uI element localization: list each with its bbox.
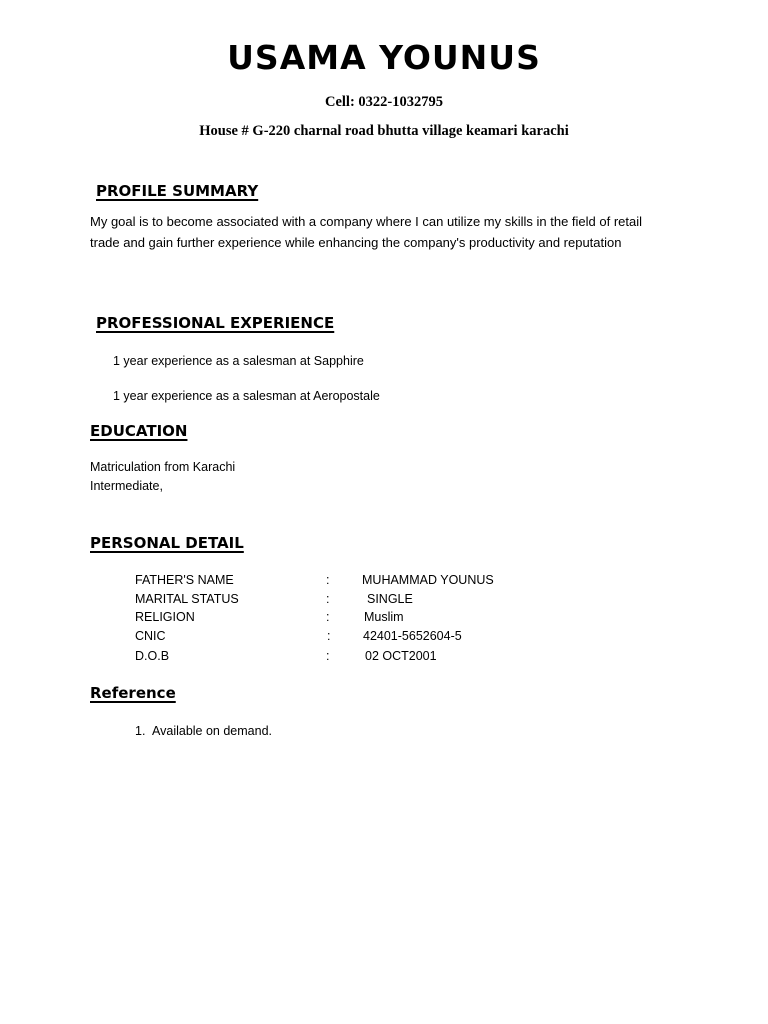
profile-summary-heading: PROFILE SUMMARY [96, 182, 259, 200]
education-item: Intermediate, [90, 479, 163, 493]
education-item: Matriculation from Karachi [90, 460, 236, 474]
detail-separator: : [326, 649, 330, 663]
experience-heading: PROFESSIONAL EXPERIENCE [96, 314, 335, 332]
reference-heading: Reference [90, 684, 176, 702]
personal-detail-heading: PERSONAL DETAIL [90, 534, 244, 552]
experience-item: 1 year experience as a salesman at Aeropostale [113, 389, 380, 403]
experience-item: 1 year experience as a salesman at Sapphire [113, 354, 364, 368]
detail-label-marital-status: MARITAL STATUS [135, 592, 239, 606]
profile-summary-text: My goal is to become associated with a company where I can utilize my skills in the field of retail trade and gain further experience while enhancing the company's productivity and reputation [90, 214, 643, 250]
detail-value-religion: Muslim [364, 610, 404, 624]
detail-value-dob: 02 OCT2001 [365, 649, 437, 663]
detail-value-fathers-name: MUHAMMAD YOUNUS [362, 573, 494, 587]
detail-separator: : [326, 610, 330, 624]
detail-label-fathers-name: FATHER'S NAME [135, 573, 234, 587]
detail-label-dob: D.O.B [135, 649, 170, 663]
detail-separator: : [327, 629, 331, 643]
detail-value-marital-status: SINGLE [367, 592, 413, 606]
reference-item-text: Available on demand. [152, 724, 272, 738]
reference-item-number: 1. [135, 724, 146, 738]
education-heading: EDUCATION [90, 422, 188, 440]
address: House # G-220 charnal road bhutta village keamari karachi [199, 123, 569, 139]
cell-number: Cell: 0322-1032795 [325, 94, 443, 110]
detail-value-cnic: 42401-5652604-5 [363, 629, 462, 643]
detail-label-cnic: CNIC [135, 629, 166, 643]
detail-separator: : [326, 573, 330, 587]
detail-label-religion: RELIGION [135, 610, 195, 624]
applicant-name: USAMA YOUNUS [227, 38, 541, 77]
detail-separator: : [326, 592, 330, 606]
